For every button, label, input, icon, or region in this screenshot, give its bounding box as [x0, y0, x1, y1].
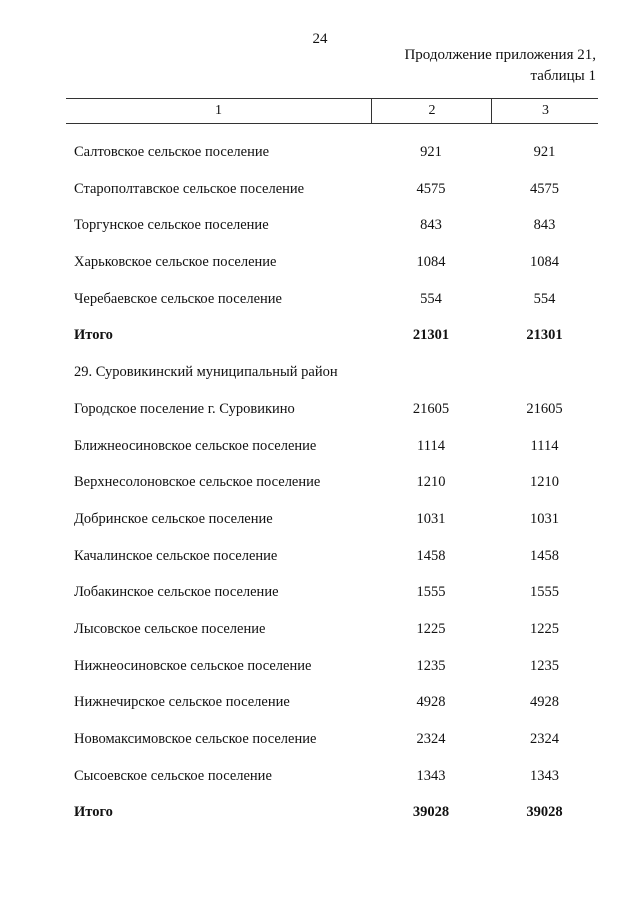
- table-row: [66, 758, 598, 795]
- row-value-col-2: 1458: [416, 547, 446, 564]
- row-value-col-2: 39028: [412, 804, 450, 821]
- table-row: [66, 134, 598, 171]
- row-value-col-3: 39028: [526, 804, 563, 821]
- data-table: [66, 98, 598, 831]
- row-value-col-3: 1114: [530, 437, 559, 454]
- row-name: Старополтавское сельское поселение: [74, 180, 305, 197]
- row-name: Торгунское сельское поселение: [74, 217, 269, 234]
- row-name: Лобакинское сельское поселение: [74, 584, 279, 601]
- section-heading-row: [66, 354, 598, 391]
- table-row: [66, 464, 598, 501]
- row-name: Нижнечирское сельское поселение: [74, 694, 290, 711]
- row-name: Итого: [74, 327, 113, 344]
- row-value-col-2: 1343: [416, 767, 446, 784]
- row-value-col-2: 1084: [416, 254, 446, 271]
- table-row: [66, 428, 598, 465]
- row-value-col-3: 4928: [530, 694, 559, 711]
- row-name: Добринское сельское поселение: [74, 510, 273, 527]
- row-value-col-3: 21605: [526, 400, 563, 417]
- row-value-col-2: 2324: [416, 731, 446, 747]
- total-row: [66, 317, 598, 354]
- row-value-col-2: 843: [420, 217, 442, 234]
- page-number: 24: [312, 31, 328, 47]
- row-value-col-3: 4575: [530, 180, 559, 197]
- continuation-line-1: Продолжение приложения 21,: [404, 47, 596, 63]
- row-name: Салтовское сельское поселение: [74, 144, 270, 160]
- row-name: Харьковское сельское поселение: [74, 254, 277, 271]
- row-value-col-2: 1555: [416, 584, 446, 601]
- table-row: [66, 611, 598, 648]
- table-row: [66, 684, 598, 721]
- table-row: [66, 207, 598, 244]
- row-value-col-3: 921: [533, 144, 556, 160]
- row-name: Качалинское сельское поселение: [74, 547, 278, 564]
- row-name: Городское поселение г. Суровикино: [74, 400, 295, 417]
- row-name: Новомаксимовское сельское поселение: [74, 731, 317, 747]
- table-row: [66, 721, 598, 758]
- row-value-col-2: 921: [420, 144, 442, 160]
- table-header: [66, 98, 598, 124]
- row-value-col-2: 4575: [416, 180, 446, 197]
- table-row: [66, 281, 598, 318]
- row-value-col-2: 1114: [417, 437, 445, 454]
- row-value-col-3: 2324: [530, 731, 559, 747]
- header-col-1: 1: [215, 103, 222, 118]
- row-value-col-2: 21301: [412, 327, 450, 344]
- row-value-col-3: 1555: [530, 584, 559, 601]
- total-row: [66, 794, 598, 831]
- row-name: Верхнесолоновское сельское поселение: [74, 474, 321, 491]
- row-value-col-3: 843: [533, 217, 556, 234]
- row-value-col-2: 1031: [416, 510, 446, 527]
- table-row: [66, 501, 598, 538]
- row-value-col-2: 21605: [412, 400, 450, 417]
- row-name: Лысовское сельское поселение: [74, 620, 266, 637]
- row-value-col-2: 1235: [416, 657, 446, 674]
- row-value-col-3: 1458: [530, 547, 559, 564]
- row-value-col-2: 1225: [416, 620, 446, 637]
- row-name: Ближнеосиновское сельское поселение: [74, 437, 317, 454]
- table-row: [66, 171, 598, 208]
- table-row: [66, 574, 598, 611]
- row-value-col-3: 1031: [530, 510, 559, 527]
- row-value-col-2: 554: [420, 290, 442, 307]
- row-name: Итого: [74, 804, 113, 821]
- table-row: [66, 244, 598, 281]
- header-col-2: 2: [371, 99, 492, 123]
- row-value-col-3: 1343: [530, 767, 559, 784]
- row-value-col-3: 21301: [526, 327, 563, 344]
- row-value-col-2: 1210: [416, 474, 446, 491]
- row-value-col-3: 1235: [530, 657, 559, 674]
- row-value-col-3: 1084: [530, 254, 559, 271]
- row-value-col-3: 554: [533, 290, 556, 307]
- header-col-3: 3: [491, 99, 599, 123]
- row-value-col-3: 1225: [530, 620, 559, 637]
- row-name: Черебаевское сельское поселение: [74, 290, 282, 307]
- row-value-col-2: 4928: [416, 694, 446, 711]
- row-value-col-3: 1210: [530, 474, 559, 491]
- table-row: [66, 648, 598, 685]
- table-row: [66, 391, 598, 428]
- row-name: Сысоевское сельское поселение: [74, 767, 272, 784]
- continuation-note: [404, 45, 596, 87]
- table-body: [66, 134, 598, 831]
- section-title: 29. Суровикинский муниципальный район: [74, 364, 338, 381]
- row-name: Нижнеосиновское сельское поселение: [74, 657, 312, 674]
- continuation-line-2: таблицы 1: [530, 68, 596, 84]
- table-row: [66, 538, 598, 575]
